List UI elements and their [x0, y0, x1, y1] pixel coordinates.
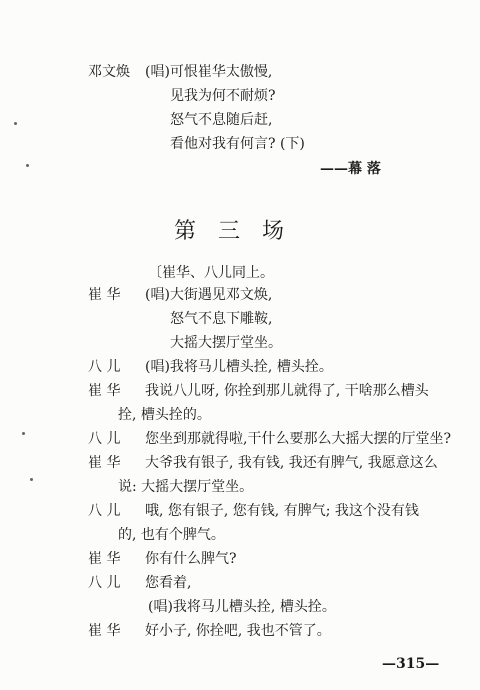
margin-mark [22, 432, 25, 435]
top-line: 见我为何不耐烦? [170, 88, 276, 104]
dialogue-text: 说: 大摇大摆厅堂坐。 [118, 479, 254, 495]
curtain-fall: ——幕 落 [320, 161, 381, 177]
speaker-label: 崔 华 [88, 455, 121, 471]
margin-mark [26, 164, 29, 167]
speaker-label: 八 儿 [88, 503, 121, 519]
page-number: —315— [382, 656, 440, 672]
scene-title: 第三场 [173, 219, 306, 244]
dialogue-text: (唱)我将马儿槽头拴, 槽头拴。 [148, 599, 336, 615]
margin-mark [30, 478, 33, 481]
dialogue-text: 大爷我有银子, 我有钱, 我还有脾气, 我愿意这么 [145, 455, 438, 471]
speaker-label: 崔 华 [88, 551, 121, 567]
dialogue-text: 的, 也有个脾气。 [118, 527, 225, 543]
speaker-label: 八 儿 [88, 431, 121, 447]
dialogue-text: 大摇大摆厅堂坐。 [170, 335, 282, 351]
dialogue-text: (唱)我将马儿槽头拴, 槽头拴。 [145, 359, 333, 375]
top-line: 怒气不息随后赶, [170, 112, 273, 128]
speaker-label: 崔 华 [88, 623, 121, 639]
dialogue-text: 怒气不息下雕鞍, [170, 311, 273, 327]
dialogue-text: 您坐到那就得啦,干什么要那么大摇大摆的厅堂坐? [145, 431, 451, 447]
dialogue-text: 你有什么脾气? [145, 551, 237, 567]
dialogue-text: 我说八儿呀, 你拴到那儿就得了, 干啥那么槽头 [145, 383, 429, 399]
top-line: 看他对我有何言? (下) [170, 136, 305, 152]
top-speaker: 邓文焕 [88, 64, 130, 80]
speaker-label: 八 儿 [88, 359, 121, 375]
speaker-label: 八 儿 [88, 575, 121, 591]
dialogue-text: 您看着, [145, 575, 192, 591]
top-line: (唱)可恨崔华太傲慢, [145, 64, 273, 80]
dialogue-text: (唱)大街遇见邓文焕, [145, 287, 273, 303]
stage-direction: 〔崔华、八儿同上。 [148, 265, 274, 281]
dialogue-text: 拴, 槽头拴的。 [118, 407, 211, 423]
margin-mark [14, 122, 17, 125]
dialogue-text: 好小子, 你拴吧, 我也不管了。 [145, 623, 331, 639]
dialogue-text: 哦, 您有银子, 您有钱, 有脾气; 我这个没有钱 [145, 503, 419, 519]
speaker-label: 崔 华 [88, 383, 121, 399]
speaker-label: 崔 华 [88, 287, 121, 303]
